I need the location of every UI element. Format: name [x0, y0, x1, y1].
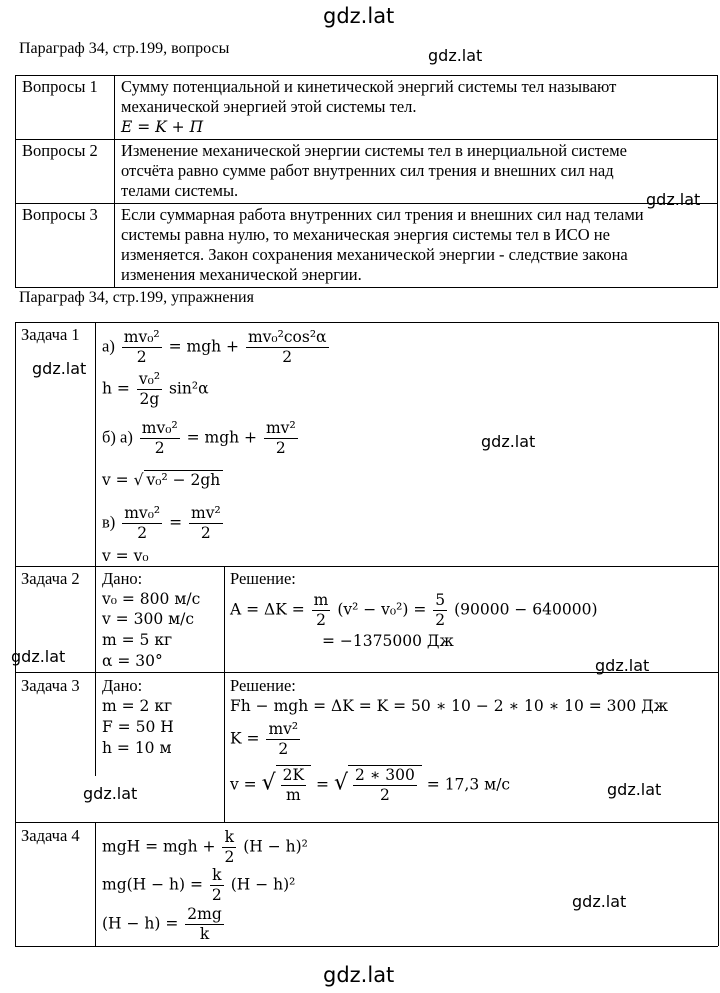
- fraction-numerator: mv²: [268, 720, 299, 738]
- given-item: α = 30°: [102, 652, 163, 670]
- radicand: v₀² − 2gh: [144, 470, 224, 489]
- fraction-numerator: 2mg: [187, 905, 222, 923]
- questions-title: Параграф 34, стр.199, вопросы: [19, 40, 230, 57]
- fraction-denominator: 2: [224, 848, 235, 866]
- fraction-denominator: m: [286, 786, 301, 804]
- question-answer: [115, 140, 718, 204]
- equation-part: = mgh +: [186, 428, 258, 447]
- table-border: [224, 566, 225, 822]
- task4-line1: [102, 828, 308, 867]
- table-border: [15, 672, 718, 673]
- answer-formula: E = K + П: [121, 118, 204, 136]
- question-answer: [115, 204, 718, 288]
- fraction-numerator: 5: [435, 591, 446, 609]
- fraction-denominator: 2: [211, 886, 222, 904]
- fraction-denominator: 2: [137, 524, 148, 542]
- exercises-title: Параграф 34, стр.199, упражнения: [19, 289, 254, 306]
- fraction-denominator: 2: [435, 611, 446, 629]
- equation-part: v =: [102, 471, 129, 489]
- given-item: v₀ = 800 м/с: [102, 590, 201, 608]
- watermark: gdz.lat: [572, 892, 627, 911]
- fraction-denominator: 2: [278, 740, 289, 758]
- task2-result: = −1375000 Дж: [322, 632, 454, 650]
- fraction-numerator: m: [313, 591, 329, 609]
- equation-part: v = v₀: [102, 547, 149, 565]
- equation-part: mg(H − h) =: [102, 875, 203, 894]
- item-prefix: а): [102, 336, 115, 356]
- given-item: m = 2 кг: [102, 697, 173, 715]
- task1-v2: [102, 547, 149, 565]
- equation-part: = mgh +: [168, 337, 240, 356]
- fraction-denominator: 2g: [139, 390, 160, 408]
- fraction-denominator: 2: [379, 786, 390, 804]
- fraction-numerator: mv²: [191, 504, 221, 522]
- task1-eq3: [102, 504, 225, 543]
- fraction-denominator: 2: [154, 439, 165, 457]
- given-item: v = 300 м/с: [102, 610, 195, 628]
- equation-part: =: [169, 513, 183, 532]
- task2-solution: [230, 591, 598, 630]
- item-prefix: б) а): [102, 427, 133, 447]
- fraction-numerator: 2K: [282, 766, 305, 784]
- table-border: [15, 566, 718, 567]
- watermark: gdz.lat: [595, 656, 650, 675]
- fraction-denominator: 2: [316, 611, 326, 629]
- table-border: [95, 822, 96, 946]
- fraction-numerator: k: [210, 866, 224, 886]
- table-border: [15, 322, 16, 946]
- table-border: [718, 322, 719, 946]
- table-border: [15, 322, 718, 323]
- answer-line: системы равна нулю, то механическая энергия системы тел в ИСО не: [121, 225, 610, 244]
- given-title: Дано:: [102, 676, 143, 695]
- table-border: [95, 322, 96, 776]
- given-item: F = 50 Н: [102, 718, 174, 736]
- equation-part: mgH = mgh +: [102, 837, 216, 856]
- fraction-denominator: k: [199, 925, 210, 943]
- table-row: [16, 204, 718, 288]
- watermark-top: gdz.lat: [323, 4, 395, 28]
- watermark: gdz.lat: [11, 647, 66, 666]
- fraction-numerator: mv₀²cos²α: [247, 328, 327, 346]
- task-label: Задача 2: [21, 569, 80, 588]
- given-item: m = 5 кг: [102, 631, 173, 649]
- equation-part: =: [316, 775, 330, 794]
- equation-part: (H − h) =: [102, 914, 179, 933]
- task3-v-formula: v = √ $\frac{2K}{m}$ = √ $\frac{2 ∗ 300}{2}$ = 17,3 м/с: [230, 766, 511, 804]
- fraction-numerator: v₀²: [138, 370, 161, 388]
- fraction-denominator: 2: [136, 348, 147, 366]
- question-label: Вопросы 1: [16, 76, 115, 140]
- task4-line2: [102, 866, 295, 905]
- task4-line3: [102, 905, 226, 944]
- watermark: gdz.lat: [646, 190, 701, 209]
- watermark: gdz.lat: [83, 784, 138, 803]
- table-border: [15, 946, 718, 947]
- watermark: gdz.lat: [481, 432, 536, 451]
- watermark: gdz.lat: [428, 46, 483, 65]
- answer-line: изменения механической энергии.: [121, 265, 362, 284]
- equation-part: (H − h)²: [243, 837, 308, 856]
- fraction-denominator: 2: [275, 439, 286, 457]
- fraction-numerator: k: [222, 828, 236, 848]
- equation-part: v =: [230, 775, 257, 794]
- task1-eq2: [102, 419, 300, 458]
- question-answer: [115, 76, 718, 140]
- fraction-numerator: mv₀²: [123, 328, 160, 346]
- answer-line: Изменение механической энергии системы тел в инерциальной системе: [121, 141, 627, 160]
- task1-v1: v = √ v₀² − 2gh: [102, 470, 223, 489]
- answer-line: отсчёта равно сумме работ внутренних сил трения и внешних сил над: [121, 161, 614, 180]
- fraction-denominator: 2: [200, 524, 211, 542]
- equation-part: (90000 − 640000): [454, 600, 598, 619]
- fraction-numerator: mv₀²: [141, 419, 178, 437]
- answer-line: механической энергией этой системы тел.: [121, 97, 417, 116]
- watermark: gdz.lat: [607, 780, 662, 799]
- item-prefix: в): [102, 512, 116, 532]
- answer-line: Сумму потенциальной и кинетической энергий системы тел называют: [121, 77, 617, 96]
- task3-k-formula: [230, 720, 302, 759]
- question-label: Вопросы 2: [16, 140, 115, 204]
- watermark: gdz.lat: [32, 359, 87, 378]
- table-row: [16, 76, 718, 140]
- given-title: Дано:: [102, 569, 143, 588]
- equation-part: (H − h)²: [230, 875, 296, 894]
- table-row: [16, 140, 718, 204]
- fraction-denominator: 2: [282, 348, 293, 366]
- equation-part: K =: [230, 729, 260, 748]
- given-item: h = 10 м: [102, 739, 172, 757]
- task1-h-formula: [102, 370, 209, 409]
- task-label: Задача 4: [21, 826, 80, 845]
- equation-part: (v² − v₀²) =: [337, 600, 427, 619]
- task3-line1: Fh − mgh = ΔK = K = 50 ∗ 10 − 2 ∗ 10 ∗ 10 = 300 Дж: [230, 697, 669, 715]
- solution-title: Решение:: [230, 569, 296, 588]
- questions-table: [15, 75, 718, 288]
- fraction-numerator: 2 ∗ 300: [355, 766, 415, 784]
- equation-part: A = ΔK =: [230, 600, 305, 619]
- task1-eq1: [102, 328, 331, 367]
- task-label: Задача 3: [21, 676, 80, 695]
- fraction-numerator: mv²: [265, 419, 296, 437]
- watermark-bottom: gdz.lat: [323, 963, 395, 987]
- equation-part: h =: [102, 379, 130, 398]
- answer-line: изменяется. Закон сохранения механической энергии - следствие закона: [121, 245, 628, 264]
- question-label: Вопросы 3: [16, 204, 115, 288]
- answer-line: телами системы.: [121, 181, 239, 200]
- equation-part: sin²α: [168, 379, 209, 398]
- equation-part: = 17,3 м/с: [426, 775, 511, 794]
- answer-line: Если суммарная работа внутренних сил трения и внешних сил над телами: [121, 205, 644, 224]
- task-label: Задача 1: [21, 325, 80, 344]
- table-border: [15, 822, 718, 823]
- solution-title: Решение:: [230, 676, 296, 695]
- fraction-numerator: mv₀²: [124, 504, 161, 522]
